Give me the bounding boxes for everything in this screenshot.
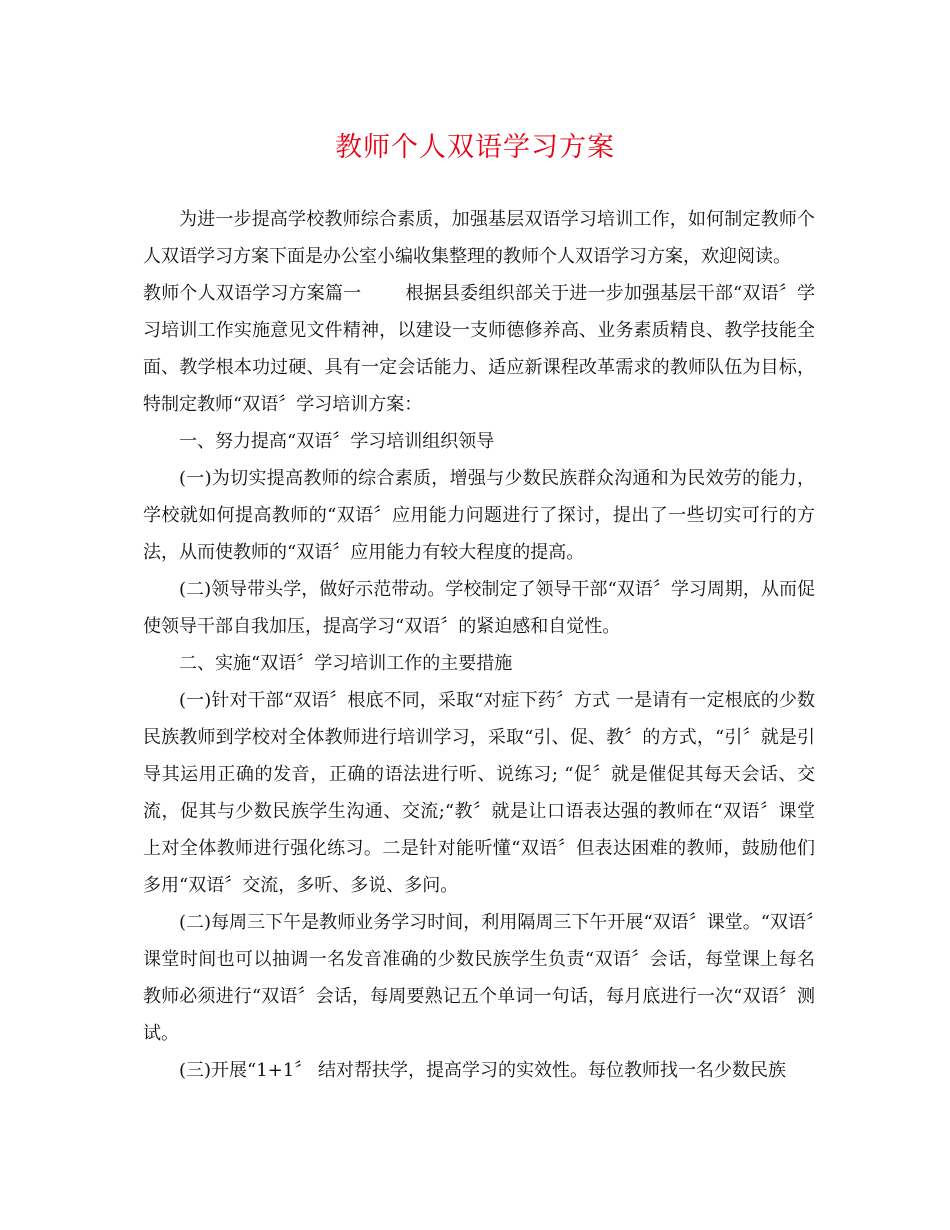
paragraph-2-1: (一)针对干部“双语〞根底不同，采取“对症下药〞方式 一是请有一定根底的少数民族教师到学校对全体教师进行培训学习，采取“引、促、教〞的方式，“引〞就是引导其运用正确的发音，正确的语法进行听、说练习; “促〞就是催促其每天会话、交流，促其与少数民族学生沟通、交流;“教〞就是让口语表达强的教师在“双语〞课堂上对全体教师进行强化练习。二是针对能听懂“双语〞但表达困难的教师，鼓励他们多用“双语〞交流，多听、多说、多问。 bbox=[143, 690, 815, 896]
paragraph-2-2: (二)每周三下午是教师业务学习时间，利用隔周三下午开展“双语〞课堂。“双语〞课堂时间也可以抽调一名发音准确的少数民族学生负责“双语〞会话，每堂课上每名教师必须进行“双语〞会话，每周要熟记五个单词一句话，每月底进行一次“双语〞测试。 bbox=[143, 912, 815, 1044]
document-title: 教师个人双语学习方案 bbox=[335, 132, 615, 163]
section-paragraph bbox=[143, 275, 815, 423]
intro-paragraph: 为进一步提高学校教师综合素质，加强基层双语学习培训工作，如何制定教师个人双语学习方案下面是办公室小编收集整理的教师个人双语学习方案，欢迎阅读。 bbox=[143, 209, 815, 267]
section-text: 根据县委组织部关于进一步加强基层干部“双语〞学习培训工作实施意见文件精神，以建设一支师德修养高、业务素质精良、教学技能全面、教学根本功过硬、具有一定会话能力、适应新课程改革需求的教师队伍为目标，特制定教师“双语〞学习培训方案： bbox=[143, 283, 816, 415]
heading-one: 一、努力提高“双语〞学习培训组织领导 bbox=[179, 431, 495, 452]
section-label: 教师个人双语学习方案篇一 bbox=[143, 283, 362, 304]
paragraph-1-2: (二)领导带头学，做好示范带动。学校制定了领导干部“双语〞学习周期，从而促使领导干部自我加压，提高学习“双语〞的紧迫感和自觉性。 bbox=[143, 579, 815, 637]
paragraph-1-1: (一)为切实提高教师的综合素质，增强与少数民族群众沟通和为民效劳的能力，学校就如何提高教师的“双语〞应用能力问题进行了探讨，提出了一些切实可行的方法，从而使教师的“双语〞应用能力有较大程度的提高。 bbox=[143, 468, 815, 563]
document-body bbox=[143, 201, 815, 1089]
paragraph-2-3: (三)开展“1+1〞 结对帮扶学，提高学习的实效性。每位教师找一名少数民族 bbox=[179, 1060, 786, 1081]
heading-two: 二、实施“双语〞学习培训工作的主要措施 bbox=[179, 653, 513, 674]
